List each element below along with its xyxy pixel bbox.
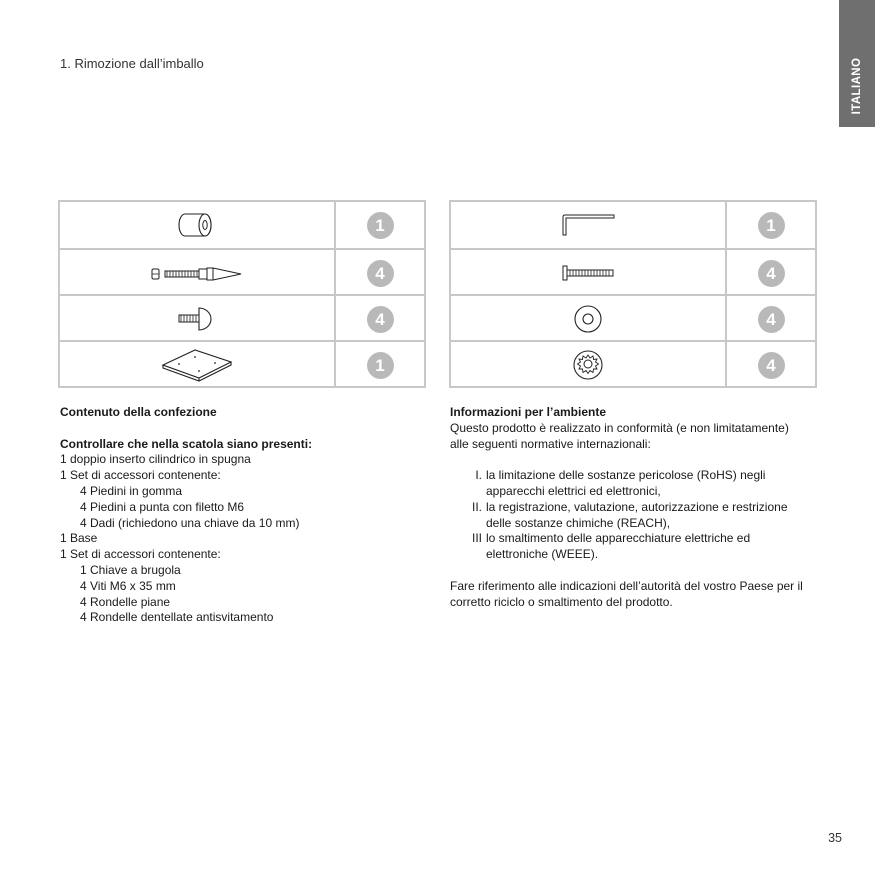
list-item: 1 Chiave a brugola [80, 562, 181, 577]
toothed-washer-icon [570, 347, 606, 383]
list-item: 1 Set di accessori contenente: [60, 547, 221, 562]
page-number: 35 [828, 831, 842, 845]
list-item: 4 Viti M6 x 35 mm [80, 578, 176, 593]
quantity-cell [727, 342, 815, 388]
regulation-number: III [471, 531, 482, 546]
parts-row [451, 340, 815, 388]
quantity-badge: 1 [367, 212, 394, 239]
part-image-cell [451, 296, 727, 342]
rubber-foot-icon [175, 305, 219, 333]
regulation-item-continued [470, 516, 830, 532]
environment-intro-line: Questo prodotto è realizzato in conformità (e non limitatamente) [450, 420, 789, 435]
quantity-cell [336, 202, 424, 248]
screw-icon [560, 264, 616, 282]
quantity-badge: 4 [367, 260, 394, 287]
regulation-item [470, 531, 830, 547]
parts-row [451, 248, 815, 296]
language-label: ITALIANO [851, 57, 863, 115]
parts-table-left [58, 200, 426, 388]
allen-key-icon [558, 211, 618, 239]
spike-foot-icon [149, 263, 245, 283]
regulation-text: apparecchi elettrici ed elettronici, [486, 483, 661, 498]
regulation-item-continued [470, 484, 830, 500]
quantity-badge: 4 [758, 260, 785, 287]
quantity-cell [727, 250, 815, 296]
regulation-item [470, 500, 830, 516]
quantity-cell [336, 250, 424, 296]
regulation-number: II. [471, 499, 482, 514]
parts-row [60, 202, 424, 248]
quantity-badge: 4 [367, 306, 394, 333]
quantity-badge: 1 [758, 212, 785, 239]
parts-row [60, 248, 424, 296]
parts-row [451, 202, 815, 248]
parts-row [60, 340, 424, 388]
list-item: 4 Piedini in gomma [80, 483, 183, 498]
regulation-text: la registrazione, valutazione, autorizzazione e restrizione [486, 499, 788, 514]
foam-cylinder-icon [177, 210, 217, 240]
environment-intro-line: alle seguenti normative internazionali: [450, 436, 651, 451]
part-image-cell [60, 342, 336, 388]
section-title: 1. Rimozione dall’imballo [60, 56, 204, 71]
package-contents [60, 405, 420, 626]
environment-outro-line: corretto riciclo o smaltimento del prodotto. [450, 594, 673, 609]
flat-washer-icon [571, 302, 605, 336]
regulation-number: I. [475, 468, 482, 483]
list-item: 1 doppio inserto cilindrico in spugna [60, 452, 251, 467]
list-item: 4 Rondelle piane [80, 594, 171, 609]
quantity-cell [336, 296, 424, 342]
list-item: 4 Rondelle dentellate antisvitamento [80, 610, 274, 625]
parts-row [60, 294, 424, 342]
environment-info [450, 405, 830, 610]
parts-row [451, 294, 815, 342]
environment-outro-line: Fare riferimento alle indicazioni dell’autorità del vostro Paese per il [450, 578, 803, 593]
regulation-text: delle sostanze chimiche (REACH), [486, 515, 671, 530]
list-item: 4 Piedini a punta con filetto M6 [80, 499, 245, 514]
regulation-text: lo smaltimento delle apparecchiature elettriche ed [486, 531, 751, 546]
quantity-cell [336, 342, 424, 388]
part-image-cell [60, 296, 336, 342]
regulation-item [470, 468, 830, 484]
part-image-cell [451, 250, 727, 296]
contents-heading: Contenuto della confezione [60, 405, 217, 419]
language-tab [839, 0, 875, 127]
quantity-badge: 4 [758, 306, 785, 333]
quantity-badge: 4 [758, 352, 785, 379]
list-item: 1 Set di accessori contenente: [60, 468, 221, 483]
list-item: 4 Dadi (richiedono una chiave da 10 mm) [80, 515, 300, 530]
part-image-cell [60, 250, 336, 296]
regulation-text: la limitazione delle sostanze pericolose (RoHS) negli [486, 468, 766, 483]
part-image-cell [60, 202, 336, 248]
base-plate-icon [159, 346, 235, 384]
quantity-cell [727, 296, 815, 342]
parts-table-right [449, 200, 817, 388]
quantity-badge: 1 [367, 352, 394, 379]
contents-subheading: Controllare che nella scatola siano presenti: [60, 436, 313, 451]
environment-heading: Informazioni per l’ambiente [450, 405, 607, 419]
list-item: 1 Base [60, 531, 98, 546]
part-image-cell [451, 202, 727, 248]
regulation-text: elettroniche (WEEE). [486, 547, 599, 562]
regulation-list [450, 468, 830, 563]
quantity-cell [727, 202, 815, 248]
part-image-cell [451, 342, 727, 388]
regulation-item-continued [470, 547, 830, 563]
